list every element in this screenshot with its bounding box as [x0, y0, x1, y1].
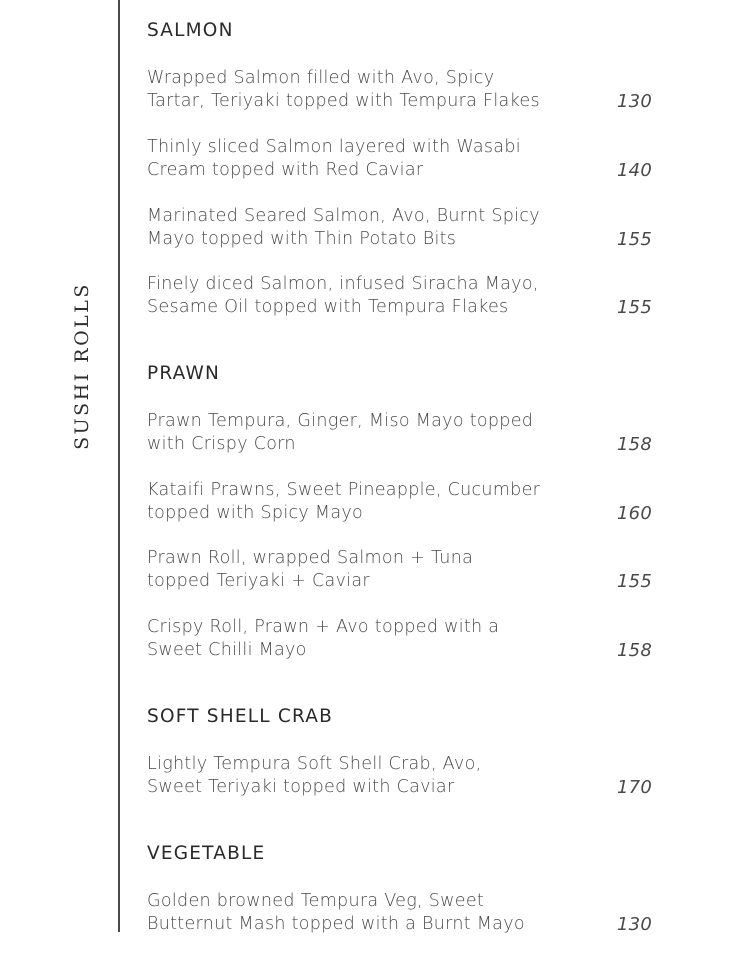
category-label: SUSHI ROLLS [71, 282, 93, 450]
section-title-vegetable: VEGETABLE [147, 843, 266, 864]
menu-item [147, 273, 652, 319]
item-description-line: Crispy Roll, Prawn + Avo topped with a [147, 617, 500, 637]
item-description-line: Lightly Tempura Soft Shell Crab, Avo, [147, 754, 482, 774]
item-description-line: Tartar, Teriyaki topped with Tempura Flakes [147, 91, 540, 111]
item-description [147, 410, 533, 456]
item-price: 158 [617, 434, 652, 455]
item-price: 130 [617, 91, 652, 112]
item-description [147, 890, 525, 936]
item-description-line: Wrapped Salmon filled with Avo, Spicy [147, 68, 495, 88]
menu-item [147, 616, 652, 662]
item-price: 130 [617, 914, 652, 935]
item-description [147, 273, 539, 319]
item-description [147, 479, 540, 525]
menu-item [147, 136, 652, 182]
item-price: 155 [617, 571, 652, 592]
item-price: 155 [617, 229, 652, 250]
item-description-line: Mayo topped with Thin Potato Bits [147, 229, 457, 249]
item-description-line: Cream topped with Red Caviar [147, 160, 424, 180]
item-description [147, 67, 540, 113]
item-description [147, 136, 521, 182]
item-description-line: Golden browned Tempura Veg, Sweet [147, 891, 485, 911]
section-title-soft-shell-crab: SOFT SHELL CRAB [147, 706, 334, 727]
item-description-line: Prawn Tempura, Ginger, Miso Mayo topped [147, 411, 534, 431]
item-description [147, 616, 499, 662]
menu-item [147, 547, 652, 593]
menu-item [147, 890, 652, 936]
item-description-line: Prawn Roll, wrapped Salmon + Tuna [147, 548, 474, 568]
vertical-divider [118, 0, 120, 932]
menu-item [147, 410, 652, 456]
item-description [147, 547, 473, 593]
item-description [147, 753, 481, 799]
item-price: 155 [617, 297, 652, 318]
menu-item [147, 67, 652, 113]
item-description-line: topped Teriyaki + Caviar [147, 571, 370, 591]
item-description-line: Sweet Chilli Mayo [147, 640, 307, 660]
section-title-salmon: SALMON [147, 20, 234, 41]
item-description-line: with Crispy Corn [147, 434, 296, 454]
item-description [147, 205, 540, 251]
item-price: 160 [617, 503, 652, 524]
item-price: 140 [617, 160, 652, 181]
item-description-line: Marinated Seared Salmon, Avo, Burnt Spicy [147, 206, 540, 226]
item-description-line: topped with Spicy Mayo [147, 503, 364, 523]
section-title-prawn: PRAWN [147, 363, 221, 384]
item-price: 158 [617, 640, 652, 661]
item-description-line: Finely diced Salmon, infused Siracha Mayo, [147, 274, 539, 294]
menu-item [147, 479, 652, 525]
item-description-line: Sweet Teriyaki topped with Caviar [147, 777, 455, 797]
item-description-line: Sesame Oil topped with Tempura Flakes [147, 297, 509, 317]
item-description-line: Thinly sliced Salmon layered with Wasabi [147, 137, 521, 157]
item-description-line: Butternut Mash topped with a Burnt Mayo [147, 914, 525, 934]
item-price: 170 [617, 777, 652, 798]
menu-item [147, 753, 652, 799]
item-description-line: Kataifi Prawns, Sweet Pineapple, Cucumber [147, 480, 541, 500]
menu-item [147, 205, 652, 251]
